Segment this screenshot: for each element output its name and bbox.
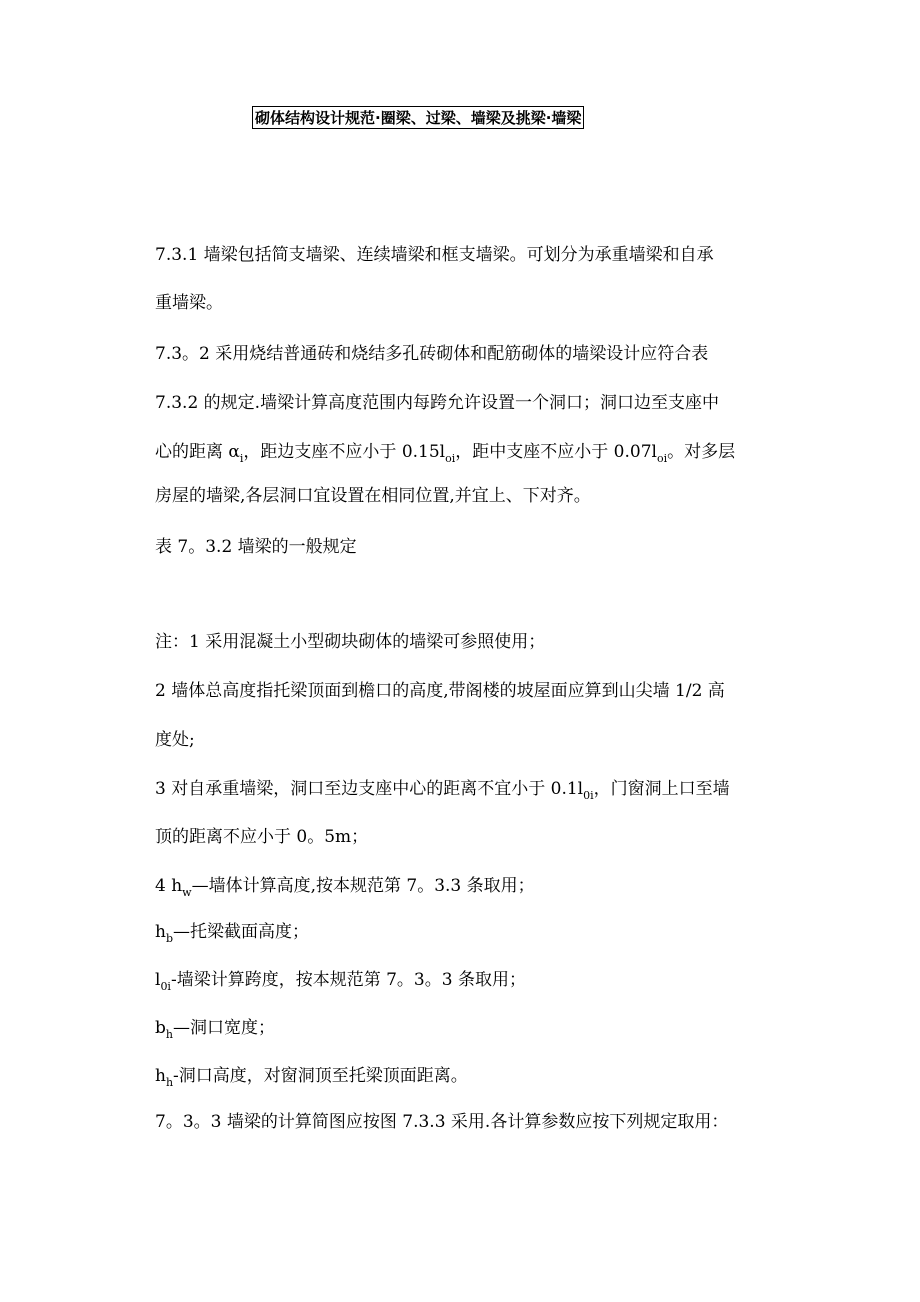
note-hb — [155, 920, 309, 944]
text-segment: h — [155, 922, 166, 942]
note-2-line-2: 度处; — [155, 730, 195, 750]
table-caption: 表 7。3.2 墙梁的一般规定 — [155, 537, 357, 557]
clause-7-3-1-line-1: 7.3.1 墙梁包括简支墙梁、连续墙梁和框支墙梁。可划分为承重墙梁和自承 — [155, 245, 714, 265]
clause-7-3-3: 7。3。3 墙梁的计算简图应按图 7.3.3 采用.各计算参数应按下列规定取用： — [155, 1112, 729, 1132]
text-segment: h — [155, 1066, 166, 1086]
note-3-line-2: 顶的距离不应小于 0。5m； — [155, 827, 369, 847]
note-bh — [155, 1016, 275, 1040]
subscript: h — [165, 1028, 173, 1041]
subscript: b — [165, 932, 173, 945]
text-segment: 心的距离 α — [155, 442, 240, 462]
text-segment: —墙体计算高度,按本规范第 7。3.3 条取用； — [191, 876, 535, 896]
text-segment: —托梁截面高度； — [173, 922, 309, 942]
clause-7-3-2-line-1: 7.3。2 采用烧结普通砖和烧结多孔砖砌体和配筋砌体的墙梁设计应符合表 — [155, 344, 709, 364]
clause-7-3-1-line-2: 重墙梁。 — [155, 293, 223, 313]
subscript: 0i — [160, 980, 171, 993]
text-segment: 3 对自承重墙梁，洞口至边支座中心的距离不宜小于 0.1l — [155, 779, 584, 799]
text-segment: -墙梁计算跨度，按本规范第 7。3。3 条取用； — [170, 970, 526, 990]
clause-7-3-2-line-4: 房屋的墙梁,各层洞口宜设置在相同位置,并宜上、下对齐。 — [155, 486, 591, 506]
clause-7-3-2-line-3 — [155, 440, 735, 464]
note-2-line-1: 2 墙体总高度指托梁顶面到檐口的高度,带阁楼的坡屋面应算到山尖墙 1/2 高 — [155, 681, 725, 701]
subscript: h — [165, 1076, 174, 1089]
subscript: i — [239, 452, 244, 465]
note-3-line-1 — [155, 777, 730, 801]
text-segment: ，距中支座不应小于 0.07l — [455, 442, 657, 462]
subscript: oi — [656, 452, 668, 465]
text-segment: l — [155, 970, 161, 990]
text-segment: ，门窗洞上口至墙 — [593, 779, 730, 799]
subscript: oi — [445, 452, 456, 465]
text-segment: 。对多层 — [667, 442, 736, 462]
clause-7-3-2-line-2: 7.3.2 的规定.墙梁计算高度范围内每跨允许设置一个洞口；洞口边至支座中 — [155, 393, 720, 413]
text-segment: 4 h — [155, 876, 183, 896]
note-hh — [155, 1064, 468, 1088]
note-l0i — [155, 968, 526, 992]
text-segment: —洞口宽度； — [172, 1018, 275, 1038]
text-segment: b — [155, 1018, 166, 1038]
document-title: 砌体结构设计规范·圈梁、过梁、墙梁及挑梁·墙梁 — [252, 106, 584, 129]
subscript: w — [182, 886, 192, 899]
subscript: 0i — [583, 789, 594, 802]
text-segment: ，距边支座不应小于 0.15l — [243, 442, 446, 462]
note-1: 注：1 采用混凝土小型砌块砌体的墙梁可参照使用； — [155, 632, 546, 652]
note-4-hw — [155, 874, 535, 898]
text-segment: -洞口高度，对窗洞顶至托梁顶面距离。 — [173, 1066, 468, 1086]
